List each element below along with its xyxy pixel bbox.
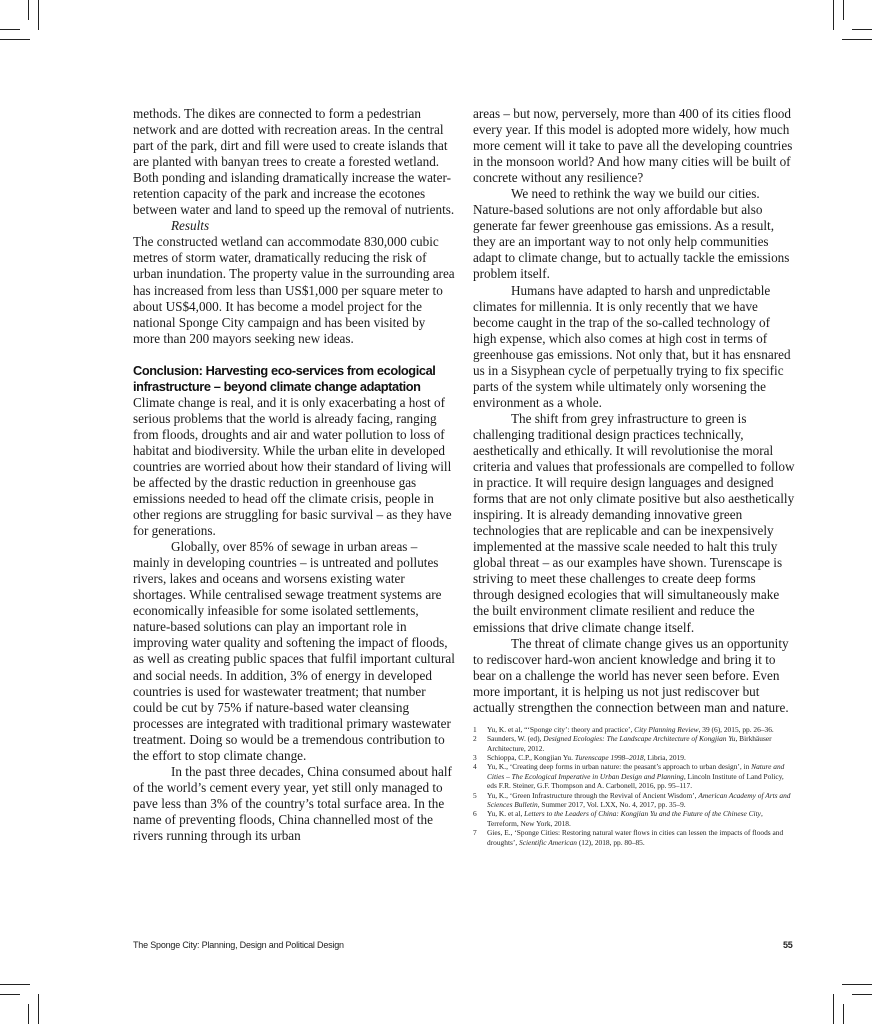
endnote-number: 7: [473, 828, 477, 838]
endnote-text: Yu, K. et al, “‘Sponge city’: theory and practice’,: [487, 724, 635, 734]
section-heading-conclusion: Conclusion: Harvesting eco-services from ecological infrastructure – beyond climate change adaptation: [133, 362, 436, 394]
crop-mark-bottom-left-vertical-outer: [28, 1004, 29, 1024]
crop-mark-bottom-right-vertical: [833, 994, 834, 1024]
paragraph-threat: The threat of climate change gives us an opportunity to rediscover hard-won ancient knowledge and bring it to bear on a challenge the world has never seen before. Even more important, it is helping us not just rediscover but actually strengthen the connection between man and nature.: [473, 635, 789, 715]
crop-mark-top-left-vertical: [38, 0, 39, 30]
endnote-number: 2: [473, 734, 477, 744]
crop-mark-top-right-horizontal: [842, 39, 872, 40]
paragraph-rethink: We need to rethink the way we build our cities. Nature-based solutions are not only affordable but also generate far fewer greenhouse gas emissions. As a result, they are an important way to not only help communities adapt to climate change, but to actually tackle the emissions problem itself.: [473, 186, 790, 282]
endnote: [473, 734, 795, 753]
endnote-text: Schioppa, C.P., Kongjian Yu.: [487, 753, 575, 762]
endnote: [473, 809, 795, 828]
endnote-text: , Terreform, New York, 2018.: [487, 809, 763, 828]
endnote-text: Yu, K. et al,: [487, 809, 525, 819]
paragraph-climate-change: Climate change is real, and it is only exacerbating a host of serious problems that the world is already facing, ranging from floods, droughts and air and water pollution to loss of habitat and biodiversity. While the urban elite in developed countries are worried about how their standard of living will be affected by the drastic reduction in greenhouse gas emissions needed to head off the climate crisis, people in other regions are struggling for basic survival – as they have for generations.: [133, 394, 452, 539]
crop-mark-top-right-vertical: [833, 0, 834, 30]
endnote-text: Yu, K., ‘Green Infrastructure through the Revival of Ancient Wisdom’,: [487, 790, 699, 800]
endnote-number: 6: [473, 809, 477, 819]
page-number: 55: [783, 940, 793, 950]
endnote-number: 5: [473, 790, 477, 800]
paragraph-shift: The shift from grey infrastructure to green is challenging traditional design practices technically, aesthetically and ethically. It will revolutionise the moral criteria and values that professionals are compelled to follow in practice. It will require design languages and designed forms that are not only climate positive but also aesthetically inspiring. It is already demanding innovative green technologies that are replicable and can be inexpensively implemented at the massive scale needed to halt this truly global threat – as our examples have shown. Turenscape is striving to meet these challenges to create deep forms through designed ecologies that will simultaneously make the built environment climate resilient and reduce the emissions that drive climate change itself.: [473, 410, 795, 635]
endnote-text: Gies, E., ‘Sponge Cities: Restoring natural water flows in cities can lessen the impacts of floods and droughts’,: [487, 828, 784, 847]
endnote-number: 1: [473, 724, 477, 734]
endnote-title: Letters to the Leaders of China: Kongjian Yu and the Future of the Chinese City: [524, 809, 761, 819]
endnote-text: , Libria, 2019.: [643, 753, 686, 762]
crop-mark-bottom-left-horizontal-outer: [0, 994, 20, 995]
endnote-text: Saunders, W. (ed),: [487, 734, 544, 744]
endnote-number: 3: [473, 753, 477, 762]
endnote-text: , Lincoln Institute of Land Policy, eds F.R. Steiner, G.F. Thompson and A. Carbonell, 2016, pp. 95–117.: [487, 771, 784, 791]
paragraph-results: The constructed wetland can accommodate 830,000 cubic metres of storm water, dramatically reducing the risk of urban inundation. The property value in the surrounding area has increased from less than US$1,000 per square meter to about US$4,000. It has become a model project for the national Sponge City campaign and has been visited by more than 200 mayors seeking new ideas.: [133, 234, 455, 346]
endnote: [473, 762, 795, 790]
endnote-text: , Summer 2017, Vol. LXX, No. 4, 2017, pp. 35–9.: [537, 800, 686, 810]
endnote: [473, 791, 795, 810]
crop-mark-bottom-right-horizontal: [842, 984, 872, 985]
endnote-title: Designed Ecologies: The Landscape Architecture of Kongjian Yu: [543, 734, 736, 744]
paragraph-methods: methods. The dikes are connected to form a pedestrian network and are dotted with recreation areas. In the central part of the park, dirt and fill were used to create islands that are planted with banyan trees to create a forested wetland. Both ponding and islanding dramatically increase the water-retention capacity of the park and increase the ecotones between water and land to speed up the removal of nutrients.: [133, 106, 455, 218]
paragraph-globally: Globally, over 85% of sewage in urban areas – mainly in developing countries – is untreated and pollutes rivers, lakes and oceans and worsens existing water shortages. While centralised sewage treatment systems are economically infeasible for some isolated settlements, nature-based solutions can play an important role in improving water quality and softening the impact of floods, as well as creating public spaces that fulfil important cultural and social needs. In addition, 3% of energy in developed countries is used for wastewater treatment; that number could be cut by 75% if nature-based water cleansing processes are integrated with traditional primary wastewater treatment. Doing so would be a tremendous contribution to the effort to stop climate change.: [133, 539, 455, 763]
endnotes: [473, 725, 795, 847]
paragraph-humans: Humans have adapted to harsh and unpredictable climates for millennia. It is only recently that we have become caught in the trap of the so-called technology of high expense, which also comes at high cost in terms of greenhouse gas emissions. Not only that, but it has ensnared us in a Sisyphean cycle of perpetually trying to fix specific parts of the system while ultimately only worsening the environment as a whole.: [473, 282, 791, 410]
paragraph-china: In the past three decades, China consumed about half of the world’s cement every year, yet still only managed to pave less than 3% of the country’s total surface area. In the name of preventing floods, China channelled most of the rivers running through its urban: [133, 763, 452, 843]
endnote-title: City Planning Review: [634, 724, 699, 734]
endnote-text: , 39 (6), 2015, pp. 26–36.: [698, 724, 774, 734]
endnote-number: 4: [473, 762, 477, 772]
endnote-title: Scientific American: [519, 837, 577, 847]
crop-mark-top-left-vertical-outer: [28, 0, 29, 20]
endnote-text: Yu, K., ‘Creating deep forms in urban nature: the peasant’s approach to urban design’, in: [487, 762, 752, 772]
crop-mark-bottom-right-horizontal-outer: [852, 994, 872, 995]
crop-mark-bottom-left-horizontal: [0, 984, 30, 985]
crop-mark-top-left-horizontal: [0, 39, 30, 40]
endnote-title: Nature and Cities – The Ecological Imperative in Urban Design and Planning: [487, 762, 785, 781]
endnote-text: (12), 2018, pp. 80–85.: [576, 837, 645, 847]
paragraph-areas: areas – but now, perversely, more than 400 of its cities flood every year. If this model is adopted more widely, how much more cement will it take to pave all the developing countries in the monsoon world? And how many cities will be built of concrete without any resilience?: [473, 106, 793, 186]
crop-mark-top-right-vertical-outer: [843, 0, 844, 20]
endnote-title: American Academy of Arts and Sciences Bulletin: [487, 790, 791, 810]
endnote-text: , Birkhäuser Architecture, 2012.: [487, 734, 772, 753]
crop-mark-bottom-right-vertical-outer: [843, 1004, 844, 1024]
endnote-title: Turenscape 1998–2018: [574, 753, 644, 762]
right-column: [473, 106, 795, 847]
running-footer-title: The Sponge City: Planning, Design and Political Design: [133, 940, 344, 950]
left-column: [133, 106, 455, 844]
endnote: [473, 725, 795, 734]
crop-mark-top-left-horizontal-outer: [0, 29, 20, 30]
results-subheading: Results: [171, 218, 210, 234]
crop-mark-top-right-horizontal-outer: [852, 29, 872, 30]
paragraph-spacer: [133, 347, 455, 363]
crop-mark-bottom-left-vertical: [38, 994, 39, 1024]
endnote: [473, 753, 795, 762]
endnote: [473, 828, 795, 847]
